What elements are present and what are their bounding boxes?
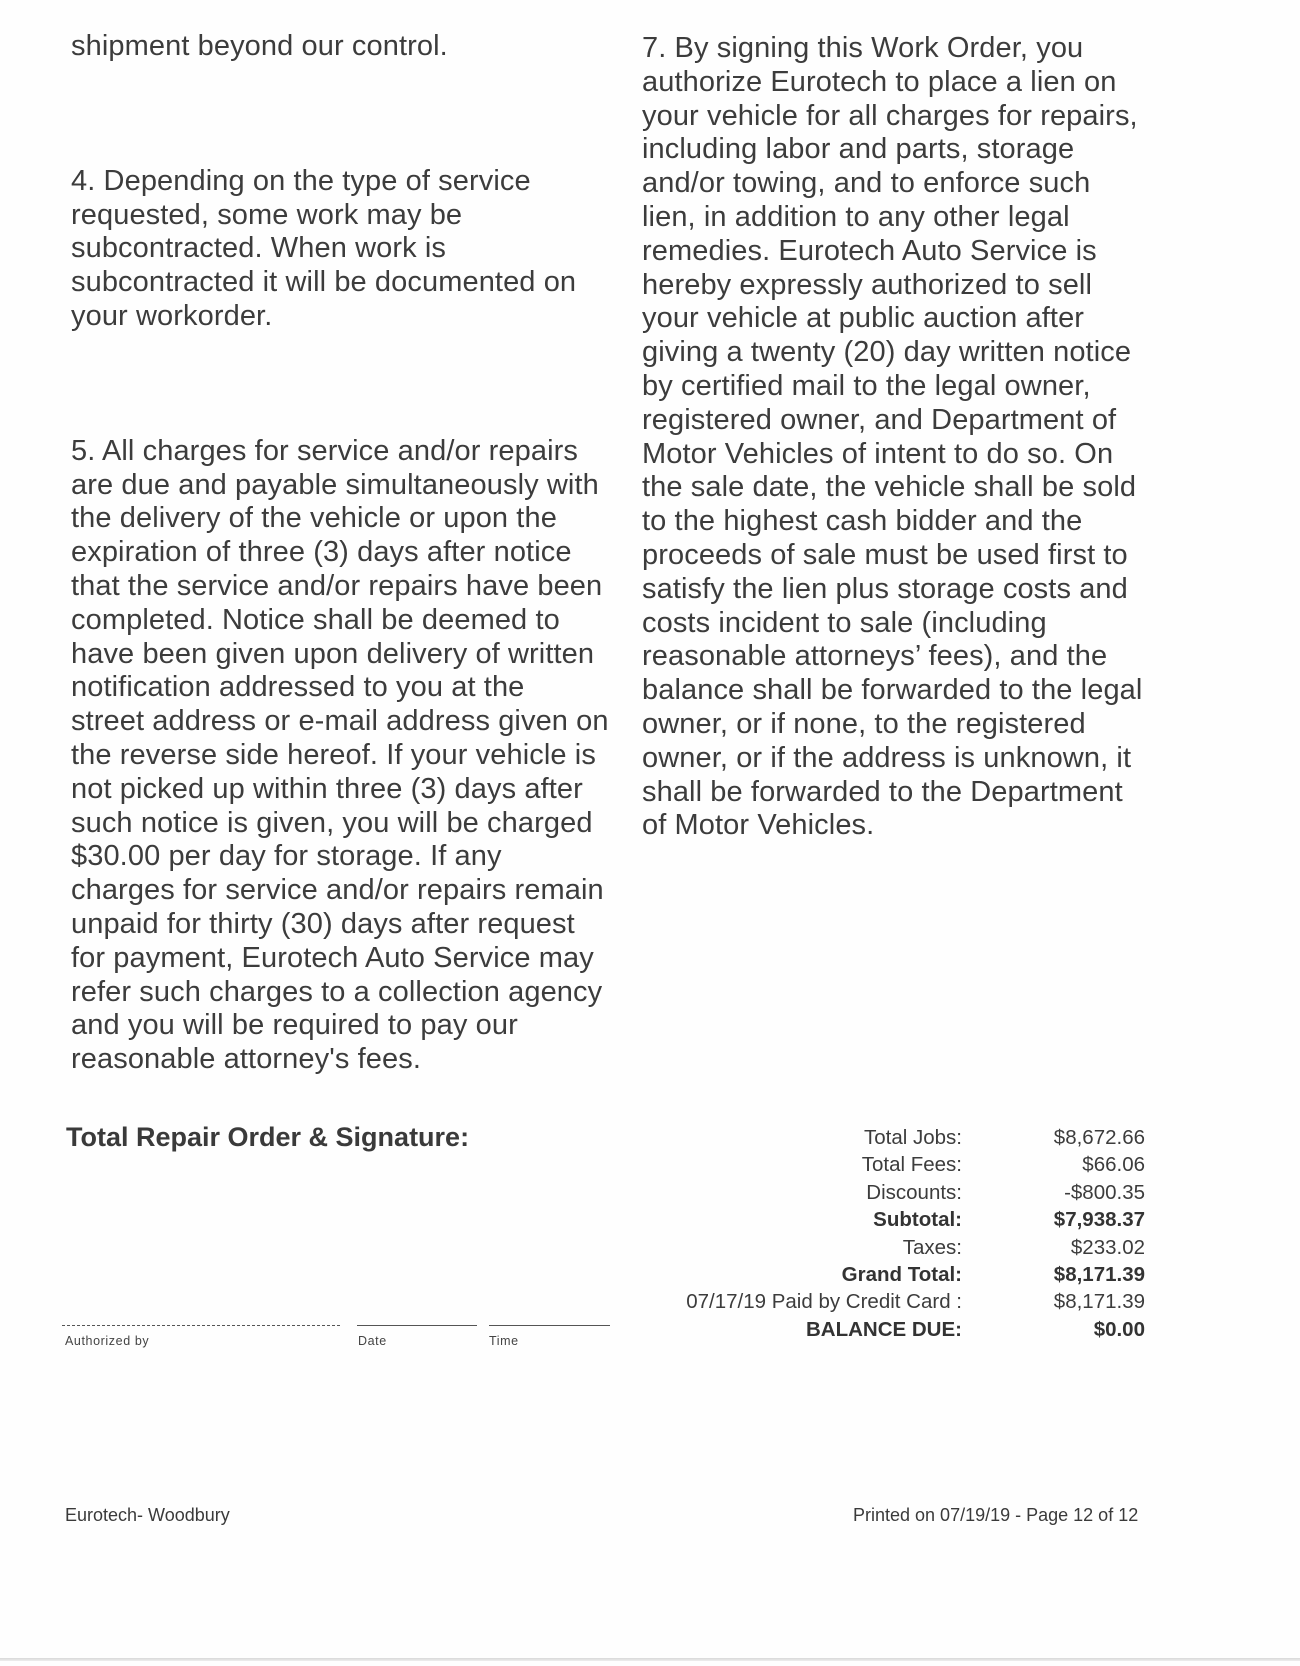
totals-value: $8,672.66 xyxy=(1053,1126,1145,1149)
totals-row-subtotal xyxy=(640,1206,1145,1233)
text-line: 7. By signing this Work Order, you xyxy=(642,32,1084,64)
text-line: charges for service and/or repairs remain xyxy=(71,874,604,907)
text-line: and/or towing, and to enforce such xyxy=(642,167,1091,200)
text-line: to the highest cash bidder and the xyxy=(642,505,1083,538)
footer-location: Eurotech- Woodbury xyxy=(65,1505,230,1525)
text-line: the reverse side hereof. If your vehicle is xyxy=(71,738,596,771)
clause-7 xyxy=(642,32,1182,843)
text-line: your vehicle at public auction after xyxy=(642,302,1085,335)
totals-label: Total Fees: xyxy=(861,1153,962,1177)
text-line: shall be forwarded to the Department xyxy=(642,775,1123,808)
text-line: 5. All charges for service and/or repairs xyxy=(71,434,578,467)
text-line: the delivery of the vehicle or upon the xyxy=(71,502,557,535)
text-line: lien, in addition to any other legal xyxy=(642,200,1070,233)
text-line: $30.00 per day for storage. If any xyxy=(71,840,502,873)
text-line: including labor and parts, storage xyxy=(642,133,1075,166)
totals-label: 07/17/19 Paid by Credit Card : xyxy=(686,1290,962,1314)
authorized-by-line xyxy=(62,1325,340,1326)
text-line: balance shall be forwarded to the legal xyxy=(642,674,1143,707)
totals-label: Taxes: xyxy=(902,1235,962,1259)
totals-table xyxy=(640,1124,1145,1343)
totals-row-payment xyxy=(640,1288,1145,1315)
totals-label: BALANCE DUE: xyxy=(805,1317,962,1341)
text-line: and you will be required to pay our xyxy=(71,1009,518,1042)
text-line: owner, or if none, to the registered xyxy=(642,707,1086,740)
text-line: proceeds of sale must be used first to xyxy=(642,538,1128,571)
footer-printed-info: Printed on 07/19/19 - Page 12 of 12 xyxy=(853,1505,1139,1525)
text-line: subcontracted. When work is xyxy=(71,232,447,265)
text-line: reasonable attorneys’ fees), and the xyxy=(642,640,1108,673)
text-line: 4. Depending on the type of service xyxy=(71,164,531,197)
clause-3-continuation xyxy=(71,30,631,64)
signature-area xyxy=(62,1325,622,1355)
clause-5 xyxy=(71,435,631,1077)
authorized-by-label: Authorized by xyxy=(65,1334,150,1348)
text-line: unpaid for thirty (30) days after request xyxy=(71,907,575,940)
text-line: subcontracted it will be documented on xyxy=(71,266,577,299)
totals-value: $8,171.39 xyxy=(1053,1263,1145,1287)
text-line: by certified mail to the legal owner, xyxy=(642,369,1091,402)
page-bottom-edge xyxy=(0,1658,1300,1661)
text-line: your vehicle for all charges for repairs, xyxy=(642,99,1138,132)
text-line: refer such charges to a collection agency xyxy=(71,975,603,1008)
text-line: registered owner, and Department of xyxy=(642,403,1117,436)
text-line: costs incident to sale (including xyxy=(642,606,1047,639)
totals-value: $0.00 xyxy=(1093,1317,1145,1341)
text-line: of Motor Vehicles. xyxy=(642,809,875,842)
text-line: requested, some work may be xyxy=(71,198,463,231)
text-line: owner, or if the address is unknown, it xyxy=(642,741,1132,774)
text-line: have been given upon delivery of written xyxy=(71,637,595,670)
text-line: reasonable attorney's fees. xyxy=(71,1043,422,1076)
time-label: Time xyxy=(489,1334,519,1348)
text-line: shipment beyond our control. xyxy=(71,30,448,62)
totals-label: Grand Total: xyxy=(841,1263,962,1287)
signature-section-title: Total Repair Order & Signature: xyxy=(66,1122,470,1152)
text-line: notification addressed to you at the xyxy=(71,671,525,704)
text-line: are due and payable simultaneously with xyxy=(71,468,599,501)
totals-value: $7,938.37 xyxy=(1053,1208,1145,1232)
text-line: Motor Vehicles of intent to do so. On xyxy=(642,437,1114,470)
text-line: hereby expressly authorized to sell xyxy=(642,268,1093,301)
text-line: completed. Notice shall be deemed to xyxy=(71,603,560,636)
totals-row-total-fees xyxy=(640,1151,1145,1178)
totals-value: $233.02 xyxy=(1070,1235,1145,1259)
totals-row-balance-due xyxy=(640,1316,1145,1343)
text-line: giving a twenty (20) day written notice xyxy=(642,336,1132,369)
totals-label: Total Jobs: xyxy=(864,1126,962,1149)
totals-value: $66.06 xyxy=(1082,1153,1145,1177)
totals-label: Subtotal: xyxy=(873,1208,962,1232)
totals-row-total-jobs xyxy=(640,1124,1145,1151)
text-line: remedies. Eurotech Auto Service is xyxy=(642,234,1097,267)
text-line: expiration of three (3) days after notice xyxy=(71,536,572,569)
totals-value: -$800.35 xyxy=(1064,1180,1145,1204)
text-line: the sale date, the vehicle shall be sold xyxy=(642,471,1137,504)
text-line: that the service and/or repairs have been xyxy=(71,569,603,602)
text-line: for payment, Eurotech Auto Service may xyxy=(71,941,594,974)
right-column xyxy=(642,32,1182,843)
text-line: street address or e-mail address given on xyxy=(71,705,609,738)
clause-4 xyxy=(71,165,631,334)
text-line: authorize Eurotech to place a lien on xyxy=(642,65,1117,98)
text-line: your workorder. xyxy=(71,299,273,332)
totals-label: Discounts: xyxy=(866,1180,962,1204)
totals-value: $8,171.39 xyxy=(1053,1290,1145,1314)
totals-row-taxes xyxy=(640,1234,1145,1261)
totals-row-discounts xyxy=(640,1179,1145,1206)
text-line: not picked up within three (3) days after xyxy=(71,772,583,805)
text-line: such notice is given, you will be charged xyxy=(71,806,593,839)
date-line xyxy=(357,1325,477,1326)
time-line xyxy=(489,1325,610,1326)
text-line: satisfy the lien plus storage costs and xyxy=(642,572,1128,605)
left-column xyxy=(71,30,631,1077)
totals-row-grand-total xyxy=(640,1261,1145,1288)
date-label: Date xyxy=(358,1334,387,1348)
